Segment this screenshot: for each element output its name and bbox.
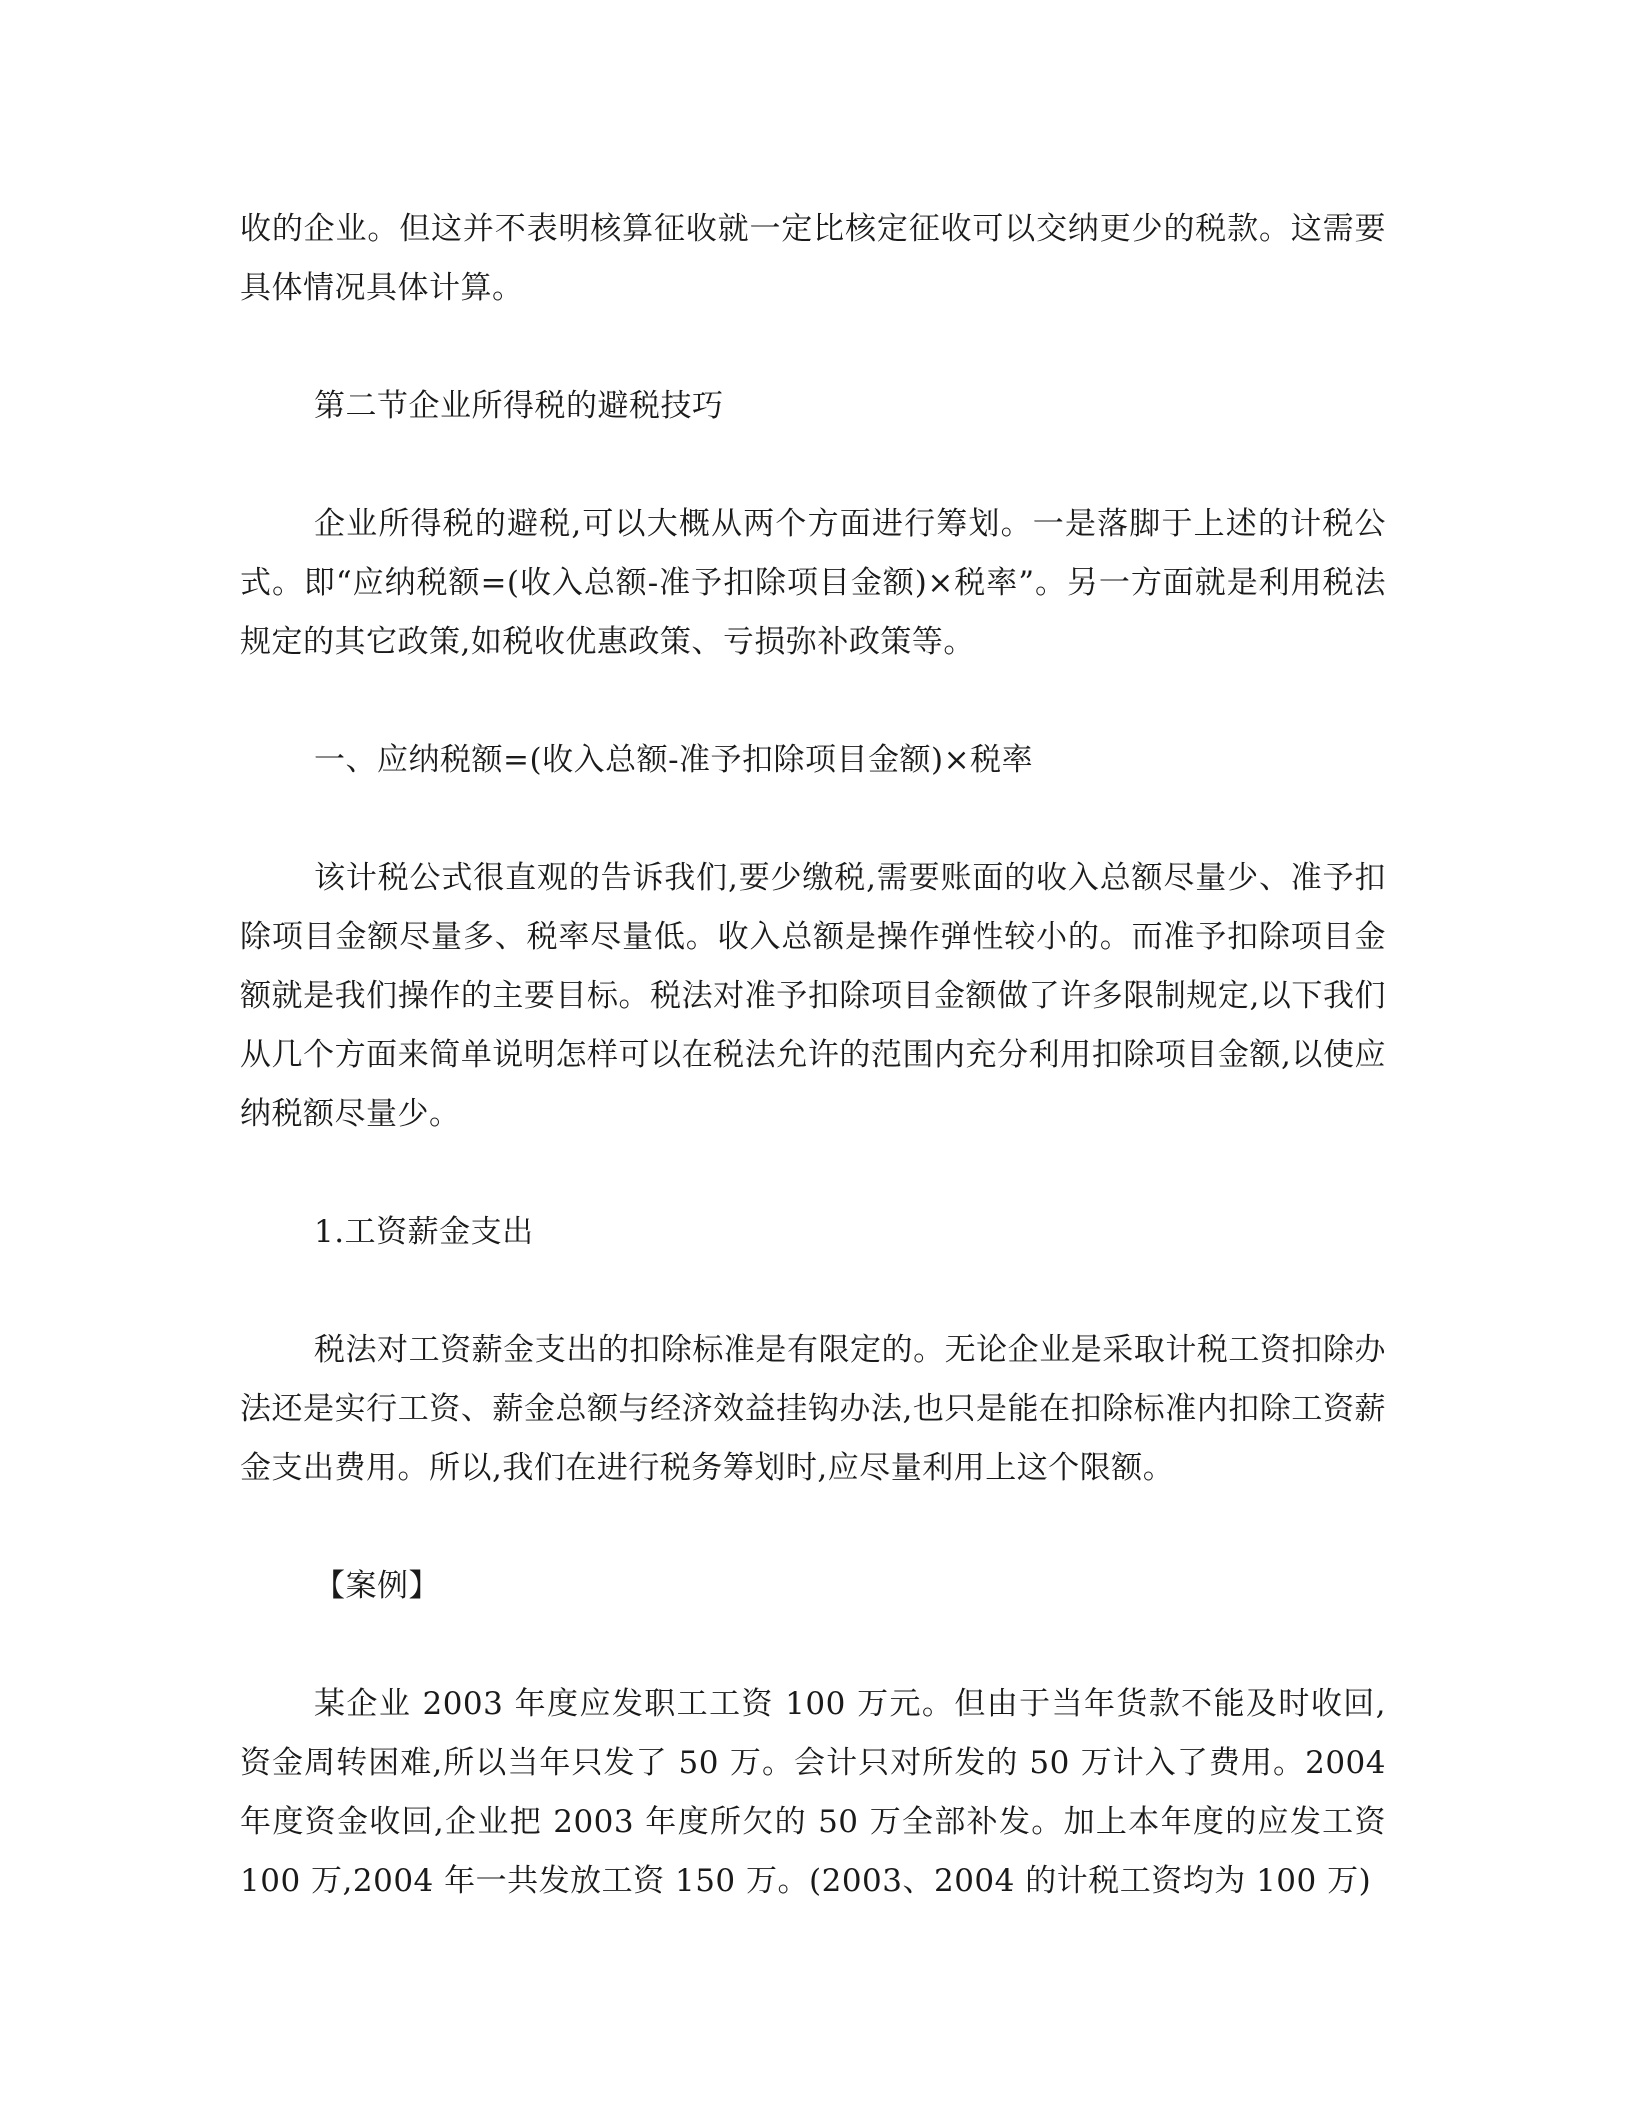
section-heading: 第二节企业所得税的避税技巧 xyxy=(314,388,724,424)
paragraph-wages: 税法对工资薪金支出的扣除标准是有限定的。无论企业是采取计税工资扣除办法还是实行工资、薪金总额与经济效益挂钩办法,也只是能在扣除标准内扣除工资薪金支出费用。所以,我们在进行税务筹划时,应尽量利用上这个限额。 xyxy=(240,1332,1386,1486)
document-page xyxy=(240,200,1386,1911)
case-label: 【案例】 xyxy=(314,1568,440,1604)
paragraph-continuation: 收的企业。但这并不表明核算征收就一定比核定征收可以交纳更少的税款。这需要具体情况具体计算。 xyxy=(240,211,1386,306)
paragraph-intro: 企业所得税的避税,可以大概从两个方面进行筹划。一是落脚于上述的计税公式。即“应纳税额=(收入总额-准予扣除项目金额)×税率”。另一方面就是利用税法规定的其它政策,如税收优惠政策、亏损弥补政策等。 xyxy=(240,506,1386,660)
paragraph-case: 某企业 2003 年度应发职工工资 100 万元。但由于当年货款不能及时收回,资金周转困难,所以当年只发了 50 万。会计只对所发的 50 万计入了费用。2004 年度资金收回,企业把 2003 年度所欠的 50 万全部补发。加上本年度的应发工资 100 万,2004 年一共发放工资 150 万。(2003、2004 的计税工资均为 100 万) xyxy=(240,1686,1386,1899)
paragraph-formula-explanation: 该计税公式很直观的告诉我们,要少缴税,需要账面的收入总额尽量少、准予扣除项目金额尽量多、税率尽量低。收入总额是操作弹性较小的。而准予扣除项目金额就是我们操作的主要目标。税法对准予扣除项目金额做了许多限制规定,以下我们从几个方面来简单说明怎样可以在税法允许的范围内充分利用扣除项目金额,以使应纳税额尽量少。 xyxy=(240,860,1386,1132)
subsection-heading-wages: 1.工资薪金支出 xyxy=(314,1214,534,1250)
subsection-heading-formula: 一、应纳税额=(收入总额-准予扣除项目金额)×税率 xyxy=(314,742,1034,778)
